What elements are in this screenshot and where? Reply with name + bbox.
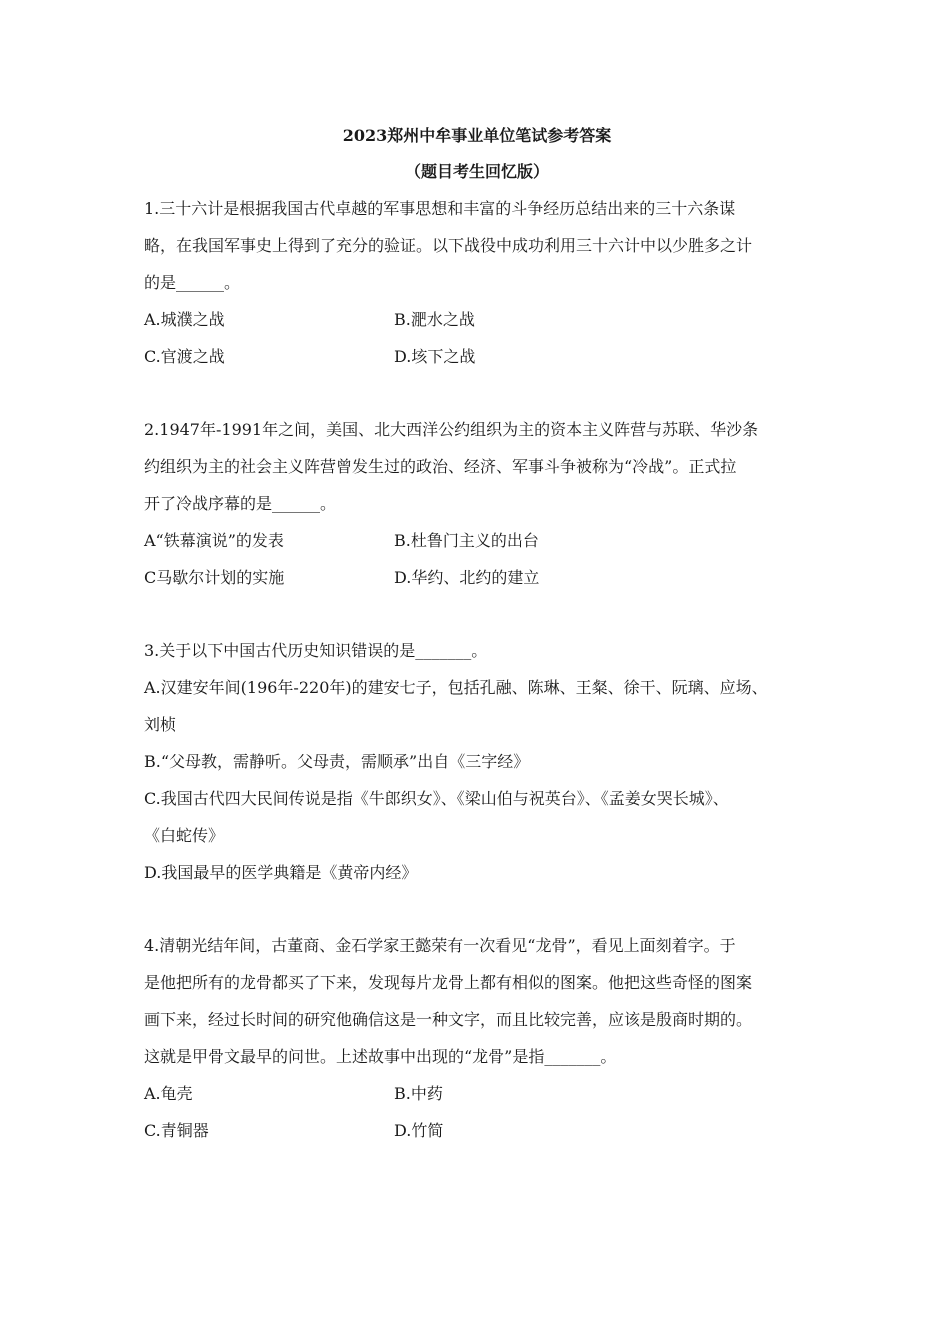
question-1: [144, 190, 810, 375]
option-d: D.华约、北约的建立: [394, 568, 540, 587]
option-b: B.“父母教，需静听。父母责，需顺承”出自《三字经》: [144, 752, 530, 771]
option-c: C.官渡之战: [144, 347, 225, 366]
option-a: A.龟壳: [144, 1084, 193, 1103]
option-d: D.垓下之战: [394, 347, 476, 366]
question-stem-line: 约组织为主的社会主义阵营曾发生过的政治、经济、军事斗争被称为“冷战”。正式拉: [144, 457, 737, 476]
question-stem-line: 是他把所有的龙骨都买了下来，发现每片龙骨上都有相似的图案。他把这些奇怪的图案: [144, 973, 753, 992]
options-grid: [144, 522, 810, 596]
question-stem-line: 1.三十六计是根据我国古代卓越的军事思想和丰富的斗争经历总结出来的三十六条谋: [144, 199, 736, 218]
option-a: A.城濮之战: [144, 310, 225, 329]
question-4: [144, 927, 810, 1149]
option-b: B.杜鲁门主义的出台: [394, 531, 539, 550]
option-a-line-1: A.汉建安年间(196年-220年)的建安七子，包括孔融、陈琳、王粲、徐干、阮璃、应场、: [144, 678, 768, 697]
option-d: D.竹简: [394, 1121, 444, 1140]
option-c: C.青铜器: [144, 1121, 209, 1140]
option-c-line-1: C.我国古代四大民间传说是指《牛郎织女》、《梁山伯与祝英台》、《孟姜女哭长城》、: [144, 789, 729, 808]
option-b: B.淝水之战: [394, 310, 475, 329]
question-stem-line: 的是______。: [144, 273, 241, 292]
options-grid: [144, 301, 810, 375]
option-a-line-2: 刘桢: [144, 715, 177, 734]
question-stem-line: 3.关于以下中国古代历史知识错误的是_______。: [144, 641, 488, 660]
option-c-line-2: 《白蛇传》: [144, 826, 225, 845]
option-d: D.我国最早的医学典籍是《黄帝内经》: [144, 863, 418, 882]
question-stem-line: 2.1947年-1991年之间，美国、北大西洋公约组织为主的资本主义阵营与苏联、华沙条: [144, 420, 759, 439]
question-stem-line: 4.清朝光结年间，古董商、金石学家王懿荣有一次看见“龙骨”，看见上面刻着字。于: [144, 936, 736, 955]
document-page: [144, 118, 810, 1185]
question-3: [144, 632, 810, 891]
option-b: B.中药: [394, 1084, 443, 1103]
question-stem-line: 画下来，经过长时间的研究他确信这是一种文字，而且比较完善，应该是殷商时期的。: [144, 1010, 753, 1029]
question-stem-line: 开了冷战序幕的是______。: [144, 494, 337, 513]
document-subtitle: （题目考生回忆版）: [404, 162, 549, 181]
document-title: 2023郑州中牟事业单位笔试参考答案: [342, 126, 612, 145]
question-stem-line: 略，在我国军事史上得到了充分的验证。以下战役中成功利用三十六计中以少胜多之计: [144, 236, 753, 255]
option-a: A“铁幕演说”的发表: [144, 531, 284, 550]
option-c: C马歇尔计划的实施: [144, 568, 285, 587]
question-2: [144, 411, 810, 596]
options-grid: [144, 1075, 810, 1149]
question-stem-line: 这就是甲骨文最早的问世。上述故事中出现的“龙骨”是指_______。: [144, 1047, 617, 1066]
